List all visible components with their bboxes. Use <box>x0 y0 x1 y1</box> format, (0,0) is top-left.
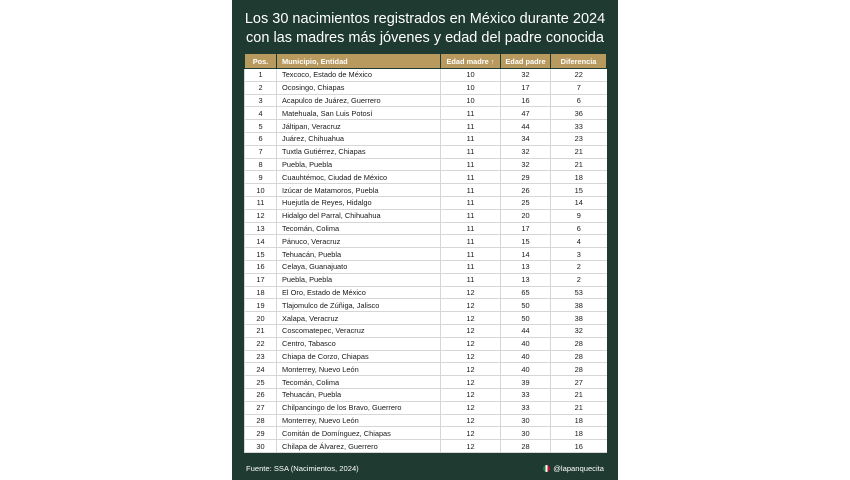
table-row <box>245 414 607 427</box>
cell-municipio: Acapulco de Juárez, Guerrero <box>277 94 441 107</box>
cell-edad-madre: 11 <box>441 171 501 184</box>
cell-pos: 19 <box>245 299 277 312</box>
cell-edad-padre: 29 <box>501 171 551 184</box>
cell-pos: 6 <box>245 132 277 145</box>
cell-municipio: Texcoco, Estado de México <box>277 69 441 82</box>
cell-municipio: Tlajomulco de Zúñiga, Jalisco <box>277 299 441 312</box>
cell-edad-madre: 11 <box>441 184 501 197</box>
cell-pos: 9 <box>245 171 277 184</box>
cell-edad-padre: 39 <box>501 376 551 389</box>
cell-edad-padre: 33 <box>501 401 551 414</box>
cell-edad-padre: 26 <box>501 184 551 197</box>
column-header-edad-madre[interactable]: Edad madre ↑ <box>441 54 501 69</box>
cell-municipio: Chiapa de Corzo, Chiapas <box>277 350 441 363</box>
cell-municipio: Huejutla de Reyes, Hidalgo <box>277 196 441 209</box>
cell-edad-padre: 16 <box>501 94 551 107</box>
table-row <box>245 273 607 286</box>
table-row <box>245 235 607 248</box>
table-row <box>245 158 607 171</box>
cell-diferencia: 53 <box>551 286 607 299</box>
cell-diferencia: 21 <box>551 145 607 158</box>
title-line-2: con las madres más jóvenes y edad del padre conocida <box>246 30 604 46</box>
cell-edad-padre: 40 <box>501 363 551 376</box>
cell-edad-madre: 11 <box>441 158 501 171</box>
cell-diferencia: 28 <box>551 363 607 376</box>
cell-edad-padre: 50 <box>501 299 551 312</box>
cell-edad-madre: 12 <box>441 286 501 299</box>
cell-municipio: Tecomán, Colima <box>277 376 441 389</box>
cell-pos: 23 <box>245 350 277 363</box>
cell-municipio: Pánuco, Veracruz <box>277 235 441 248</box>
cell-edad-madre: 12 <box>441 376 501 389</box>
cell-pos: 13 <box>245 222 277 235</box>
table-row <box>245 312 607 325</box>
cell-diferencia: 18 <box>551 414 607 427</box>
cell-municipio: Puebla, Puebla <box>277 158 441 171</box>
cell-edad-padre: 33 <box>501 388 551 401</box>
cell-municipio: Tehuacán, Puebla <box>277 248 441 261</box>
cell-municipio: Matehuala, San Luis Potosí <box>277 107 441 120</box>
table-row <box>245 132 607 145</box>
cell-diferencia: 23 <box>551 132 607 145</box>
table-row <box>245 350 607 363</box>
cell-diferencia: 38 <box>551 299 607 312</box>
source-note: Fuente: SSA (Nacimientos, 2024) <box>246 464 359 473</box>
table-row <box>245 427 607 440</box>
cell-diferencia: 27 <box>551 376 607 389</box>
column-header-municipio: Municipio, Entidad <box>277 54 441 69</box>
table-row <box>245 196 607 209</box>
table-row <box>245 171 607 184</box>
cell-edad-padre: 50 <box>501 312 551 325</box>
cell-edad-padre: 44 <box>501 120 551 133</box>
cell-edad-padre: 32 <box>501 69 551 82</box>
cell-edad-padre: 30 <box>501 427 551 440</box>
cell-edad-padre: 34 <box>501 132 551 145</box>
cell-edad-madre: 11 <box>441 248 501 261</box>
cell-diferencia: 28 <box>551 350 607 363</box>
cell-pos: 16 <box>245 260 277 273</box>
cell-municipio: Monterrey, Nuevo León <box>277 414 441 427</box>
table-body <box>245 69 607 453</box>
cell-pos: 30 <box>245 440 277 453</box>
cell-diferencia: 14 <box>551 196 607 209</box>
cell-diferencia: 7 <box>551 81 607 94</box>
table-row <box>245 440 607 453</box>
cell-diferencia: 21 <box>551 388 607 401</box>
cell-edad-madre: 12 <box>441 388 501 401</box>
cell-municipio: Ocosingo, Chiapas <box>277 81 441 94</box>
cell-edad-madre: 12 <box>441 440 501 453</box>
column-header-pos: Pos. <box>245 54 277 69</box>
cell-pos: 7 <box>245 145 277 158</box>
cell-pos: 4 <box>245 107 277 120</box>
cell-pos: 11 <box>245 196 277 209</box>
cell-edad-madre: 11 <box>441 222 501 235</box>
cell-diferencia: 2 <box>551 273 607 286</box>
table-row <box>245 107 607 120</box>
cell-diferencia: 21 <box>551 401 607 414</box>
cell-edad-padre: 14 <box>501 248 551 261</box>
table-row <box>245 145 607 158</box>
cell-diferencia: 32 <box>551 324 607 337</box>
column-header-edad-padre: Edad padre <box>501 54 551 69</box>
cell-edad-padre: 32 <box>501 145 551 158</box>
cell-diferencia: 18 <box>551 171 607 184</box>
cell-municipio: Tehuacán, Puebla <box>277 388 441 401</box>
cell-edad-padre: 17 <box>501 81 551 94</box>
cell-edad-madre: 12 <box>441 299 501 312</box>
cell-edad-madre: 11 <box>441 209 501 222</box>
cell-pos: 12 <box>245 209 277 222</box>
cell-edad-padre: 40 <box>501 350 551 363</box>
cell-pos: 3 <box>245 94 277 107</box>
cell-diferencia: 22 <box>551 69 607 82</box>
table-row <box>245 209 607 222</box>
cell-edad-madre: 11 <box>441 273 501 286</box>
cell-diferencia: 38 <box>551 312 607 325</box>
cell-edad-padre: 65 <box>501 286 551 299</box>
cell-edad-madre: 12 <box>441 401 501 414</box>
cell-diferencia: 21 <box>551 158 607 171</box>
cell-edad-madre: 11 <box>441 145 501 158</box>
cell-municipio: Celaya, Guanajuato <box>277 260 441 273</box>
cell-edad-padre: 13 <box>501 273 551 286</box>
cell-pos: 15 <box>245 248 277 261</box>
cell-pos: 5 <box>245 120 277 133</box>
cell-edad-padre: 13 <box>501 260 551 273</box>
cell-pos: 20 <box>245 312 277 325</box>
cell-edad-madre: 12 <box>441 414 501 427</box>
cell-edad-madre: 12 <box>441 427 501 440</box>
table-row <box>245 337 607 350</box>
author-handle: @lapanquecita <box>553 464 604 473</box>
table-row <box>245 69 607 82</box>
cell-edad-madre: 11 <box>441 260 501 273</box>
cell-edad-madre: 12 <box>441 312 501 325</box>
cell-municipio: Cuauhtémoc, Ciudad de México <box>277 171 441 184</box>
table-row <box>245 363 607 376</box>
author-credit <box>543 464 604 473</box>
cell-diferencia: 6 <box>551 222 607 235</box>
cell-edad-madre: 12 <box>441 337 501 350</box>
cell-municipio: Hidalgo del Parral, Chihuahua <box>277 209 441 222</box>
cell-edad-padre: 40 <box>501 337 551 350</box>
cell-municipio: Chilpancingo de los Bravo, Guerrero <box>277 401 441 414</box>
cell-pos: 27 <box>245 401 277 414</box>
cell-diferencia: 9 <box>551 209 607 222</box>
cell-municipio: Centro, Tabasco <box>277 337 441 350</box>
cell-municipio: Tuxtla Gutiérrez, Chiapas <box>277 145 441 158</box>
table-row <box>245 286 607 299</box>
cell-edad-madre: 11 <box>441 120 501 133</box>
cell-edad-madre: 12 <box>441 363 501 376</box>
cell-edad-padre: 20 <box>501 209 551 222</box>
cell-municipio: Juárez, Chihuahua <box>277 132 441 145</box>
cell-pos: 2 <box>245 81 277 94</box>
column-header-diferencia: Diferencia <box>551 54 607 69</box>
cell-edad-padre: 15 <box>501 235 551 248</box>
cell-municipio: Monterrey, Nuevo León <box>277 363 441 376</box>
table-row <box>245 388 607 401</box>
cell-diferencia: 15 <box>551 184 607 197</box>
cell-diferencia: 36 <box>551 107 607 120</box>
chart-card <box>232 0 618 480</box>
cell-edad-padre: 17 <box>501 222 551 235</box>
table-header-row <box>245 54 607 69</box>
cell-municipio: Puebla, Puebla <box>277 273 441 286</box>
births-table <box>244 53 607 453</box>
cell-pos: 26 <box>245 388 277 401</box>
table-row <box>245 248 607 261</box>
cell-edad-madre: 10 <box>441 94 501 107</box>
cell-diferencia: 33 <box>551 120 607 133</box>
cell-pos: 14 <box>245 235 277 248</box>
cell-edad-padre: 44 <box>501 324 551 337</box>
cell-pos: 8 <box>245 158 277 171</box>
cell-edad-padre: 25 <box>501 196 551 209</box>
cell-municipio: El Oro, Estado de México <box>277 286 441 299</box>
cell-pos: 21 <box>245 324 277 337</box>
cell-edad-madre: 10 <box>441 81 501 94</box>
table-row <box>245 376 607 389</box>
cell-diferencia: 28 <box>551 337 607 350</box>
cell-municipio: Tecomán, Colima <box>277 222 441 235</box>
table-row <box>245 94 607 107</box>
cell-edad-madre: 11 <box>441 235 501 248</box>
cell-municipio: Chilapa de Álvarez, Guerrero <box>277 440 441 453</box>
cell-pos: 17 <box>245 273 277 286</box>
table-row <box>245 81 607 94</box>
table-row <box>245 324 607 337</box>
cell-municipio: Izúcar de Matamoros, Puebla <box>277 184 441 197</box>
cell-edad-padre: 32 <box>501 158 551 171</box>
cell-edad-madre: 11 <box>441 107 501 120</box>
cell-diferencia: 4 <box>551 235 607 248</box>
cell-pos: 28 <box>245 414 277 427</box>
cell-municipio: Comitán de Domínguez, Chiapas <box>277 427 441 440</box>
cell-diferencia: 18 <box>551 427 607 440</box>
table-row <box>245 401 607 414</box>
cell-diferencia: 16 <box>551 440 607 453</box>
mexico-flag-icon <box>543 465 550 472</box>
cell-edad-padre: 30 <box>501 414 551 427</box>
table-row <box>245 299 607 312</box>
title-line-1: Los 30 nacimientos registrados en México durante 2024 <box>244 11 606 27</box>
cell-pos: 22 <box>245 337 277 350</box>
cell-edad-madre: 12 <box>441 350 501 363</box>
cell-diferencia: 3 <box>551 248 607 261</box>
cell-pos: 18 <box>245 286 277 299</box>
cell-pos: 29 <box>245 427 277 440</box>
cell-edad-madre: 10 <box>441 69 501 82</box>
table-row <box>245 222 607 235</box>
cell-diferencia: 6 <box>551 94 607 107</box>
cell-edad-madre: 12 <box>441 324 501 337</box>
cell-pos: 1 <box>245 69 277 82</box>
cell-municipio: Xalapa, Veracruz <box>277 312 441 325</box>
table-row <box>245 120 607 133</box>
cell-municipio: Coscomatepec, Veracruz <box>277 324 441 337</box>
cell-edad-padre: 28 <box>501 440 551 453</box>
cell-diferencia: 2 <box>551 260 607 273</box>
chart-title <box>232 10 618 48</box>
cell-pos: 10 <box>245 184 277 197</box>
cell-edad-padre: 47 <box>501 107 551 120</box>
cell-edad-madre: 11 <box>441 196 501 209</box>
cell-edad-madre: 11 <box>441 132 501 145</box>
cell-pos: 25 <box>245 376 277 389</box>
cell-pos: 24 <box>245 363 277 376</box>
cell-municipio: Jáltipan, Veracruz <box>277 120 441 133</box>
table-row <box>245 260 607 273</box>
table-row <box>245 184 607 197</box>
